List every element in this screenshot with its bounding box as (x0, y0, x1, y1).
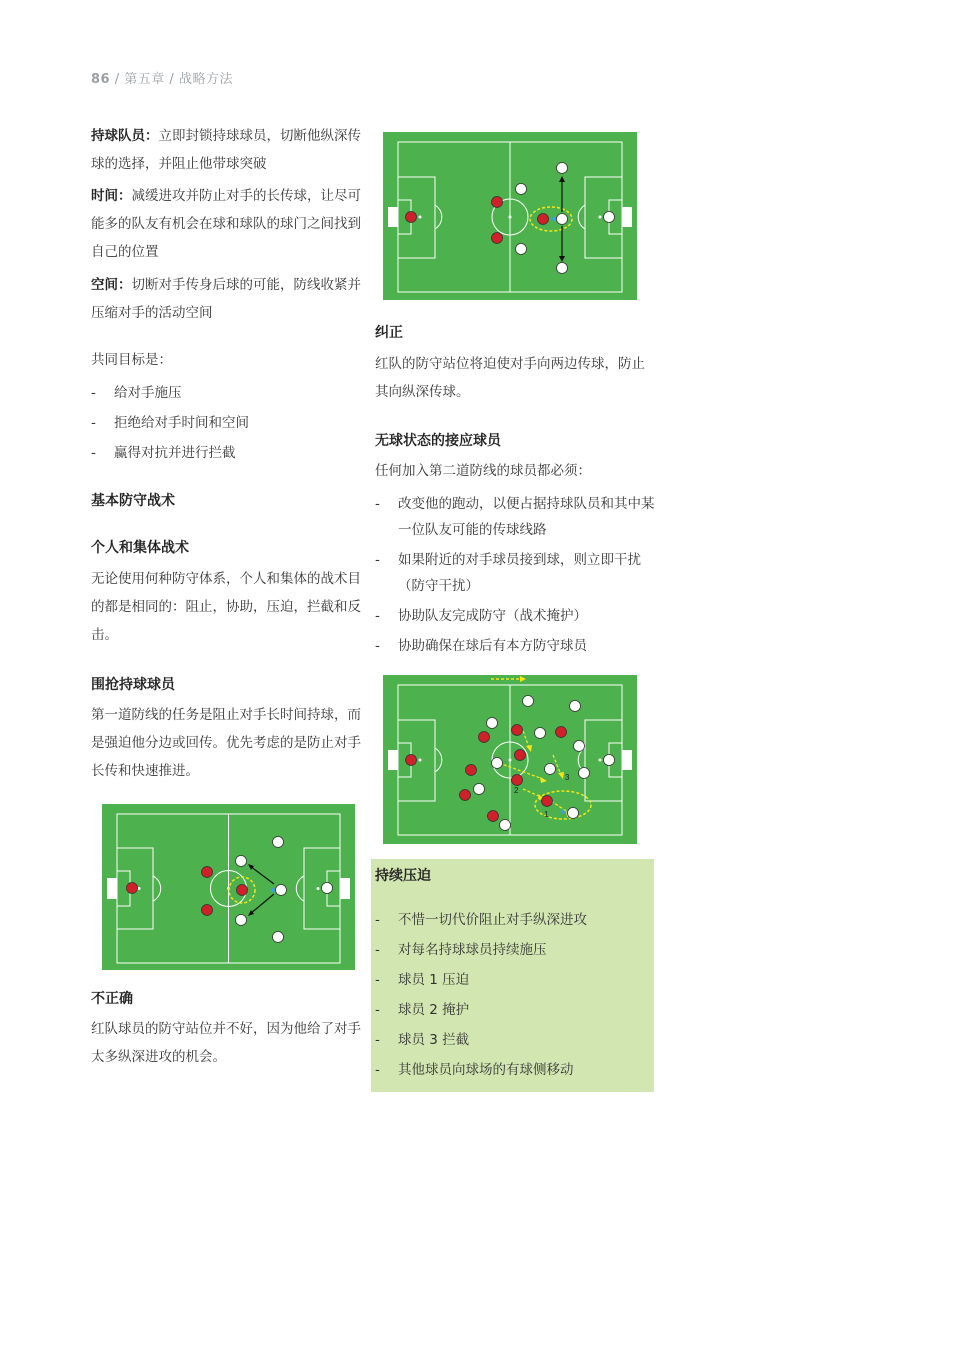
white-player (500, 820, 511, 831)
goals-intro: 共同目标是： (91, 352, 172, 368)
red-player (556, 727, 567, 738)
list-item: - 协助确保在球后有本方防守球员 (375, 638, 587, 654)
goals-list (91, 380, 369, 466)
white-player (516, 244, 527, 255)
list-item: - 球员 2 掩护 (375, 1002, 470, 1018)
term-text: 立即封锁持球球员，切断他纵深传球的选择，并阻止他带球突破 (91, 128, 361, 172)
goal-right (340, 878, 350, 899)
list-item: - 改变他的跑动，以便占据持球队员和其中某一位队友可能的传球线路 (375, 496, 655, 538)
heading-support-player: 无球状态的接应球员 (375, 433, 501, 449)
term-label: 空间： (91, 277, 132, 293)
white-player (474, 784, 485, 795)
pitch-diagram-support (383, 675, 637, 844)
red-player (127, 883, 138, 894)
player-label-2: 2 (514, 786, 519, 795)
paragraph-ball-player (91, 122, 369, 178)
support-list (375, 491, 655, 659)
heading-incorrect: 不正确 (91, 991, 133, 1007)
white-player (492, 758, 503, 769)
ball (561, 810, 565, 814)
white-player (570, 701, 581, 712)
red-player (460, 790, 471, 801)
heading-continuous-pressure: 持续压迫 (375, 868, 431, 884)
goal-right (622, 750, 632, 770)
red-player (492, 233, 503, 244)
red-player (515, 750, 526, 761)
paragraph-incorrect: 红队球员的防守站位并不好，因为他给了对手太多纵深进攻的机会。 (91, 1021, 361, 1065)
red-player (466, 765, 477, 776)
goal-right (622, 207, 632, 227)
paragraph-time (91, 182, 369, 266)
pressure-list (375, 907, 650, 1083)
white-player (604, 755, 615, 766)
goal-left (388, 207, 398, 227)
paragraph-correct: 红队的防守站位将迫使对手向两边传球，防止其向纵深传球。 (375, 356, 645, 400)
paragraph-space (91, 271, 369, 327)
red-player (202, 867, 213, 878)
chapter-label: 第五章 (124, 72, 165, 87)
heading-press-ball: 围抢持球球员 (91, 677, 175, 693)
red-player (512, 775, 523, 786)
white-player (273, 932, 284, 943)
red-player (538, 214, 549, 225)
red-player (479, 732, 490, 743)
page-number: 86 (91, 72, 111, 87)
white-player (523, 696, 534, 707)
list-item: - 对每名持球球员持续施压 (375, 942, 547, 958)
section-label: 战略方法 (178, 72, 233, 87)
white-player (236, 856, 247, 867)
player-label-3: 3 (565, 773, 570, 782)
heading-basic-tactics: 基本防守战术 (91, 493, 175, 509)
red-player (406, 212, 417, 223)
red-player (237, 885, 248, 896)
ball (271, 888, 275, 892)
red-player (492, 197, 503, 208)
ball (552, 217, 556, 221)
pitch-diagram-incorrect (102, 804, 355, 970)
list-item: - 其他球员向球场的有球侧移动 (375, 1062, 574, 1078)
heading-individual-collective: 个人和集体战术 (91, 540, 189, 556)
list-item: - 球员 1 压迫 (375, 972, 470, 988)
white-player (568, 808, 579, 819)
term-text: 切断对手传身后球的可能，防线收紧并压缩对手的活动空间 (91, 277, 361, 321)
white-player (273, 837, 284, 848)
list-item: - 赢得对抗并进行拦截 (91, 445, 236, 461)
white-player (557, 214, 568, 225)
white-player (276, 885, 287, 896)
list-item: - 给对手施压 (91, 385, 182, 401)
goal-left (107, 878, 117, 899)
pitch-diagram-correct (383, 132, 637, 300)
list-item: - 如果附近的对手球员接到球，则立即干扰（防守干扰） (375, 552, 641, 594)
list-item: - 拒绝给对手时间和空间 (91, 415, 249, 431)
white-player (322, 883, 333, 894)
white-player (574, 741, 585, 752)
paragraph-press: 第一道防线的任务是阻止对手长时间持球，而是强迫他分边或回传。优先考虑的是防止对手长传和快速推进。 (91, 707, 361, 779)
red-player (202, 905, 213, 916)
heading-correct: 纠正 (375, 325, 403, 341)
paragraph-individual: 无论使用何种防守体系，个人和集体的战术目的都是相同的：阻止，协助，压迫，拦截和反击。 (91, 571, 361, 643)
white-player (557, 263, 568, 274)
red-player (542, 796, 553, 807)
header-separator: / (114, 72, 120, 87)
player-label-1: 1 (544, 810, 549, 819)
list-item: - 协助队友完成防守（战术掩护） (375, 608, 587, 624)
support-intro: 任何加入第二道防线的球员都必须： (375, 463, 591, 479)
red-player (512, 725, 523, 736)
list-item: - 球员 3 拦截 (375, 1032, 470, 1048)
white-player (604, 212, 615, 223)
white-player (516, 184, 527, 195)
page-header (91, 68, 233, 87)
list-item: - 不惜一切代价阻止对手纵深进攻 (375, 912, 587, 928)
red-player (488, 811, 499, 822)
term-label: 时间： (91, 188, 132, 204)
white-player (579, 768, 590, 779)
white-player (545, 764, 556, 775)
white-player (557, 163, 568, 174)
white-player (236, 915, 247, 926)
term-label: 持球队员： (91, 128, 159, 144)
goal-left (388, 750, 398, 770)
white-player (487, 718, 498, 729)
term-text: 减缓进攻并防止对手的长传球，让尽可能多的队友有机会在球和球队的球门之间找到自己的位置 (91, 188, 361, 260)
white-player (535, 728, 546, 739)
red-player (406, 755, 417, 766)
header-separator: / (169, 72, 175, 87)
